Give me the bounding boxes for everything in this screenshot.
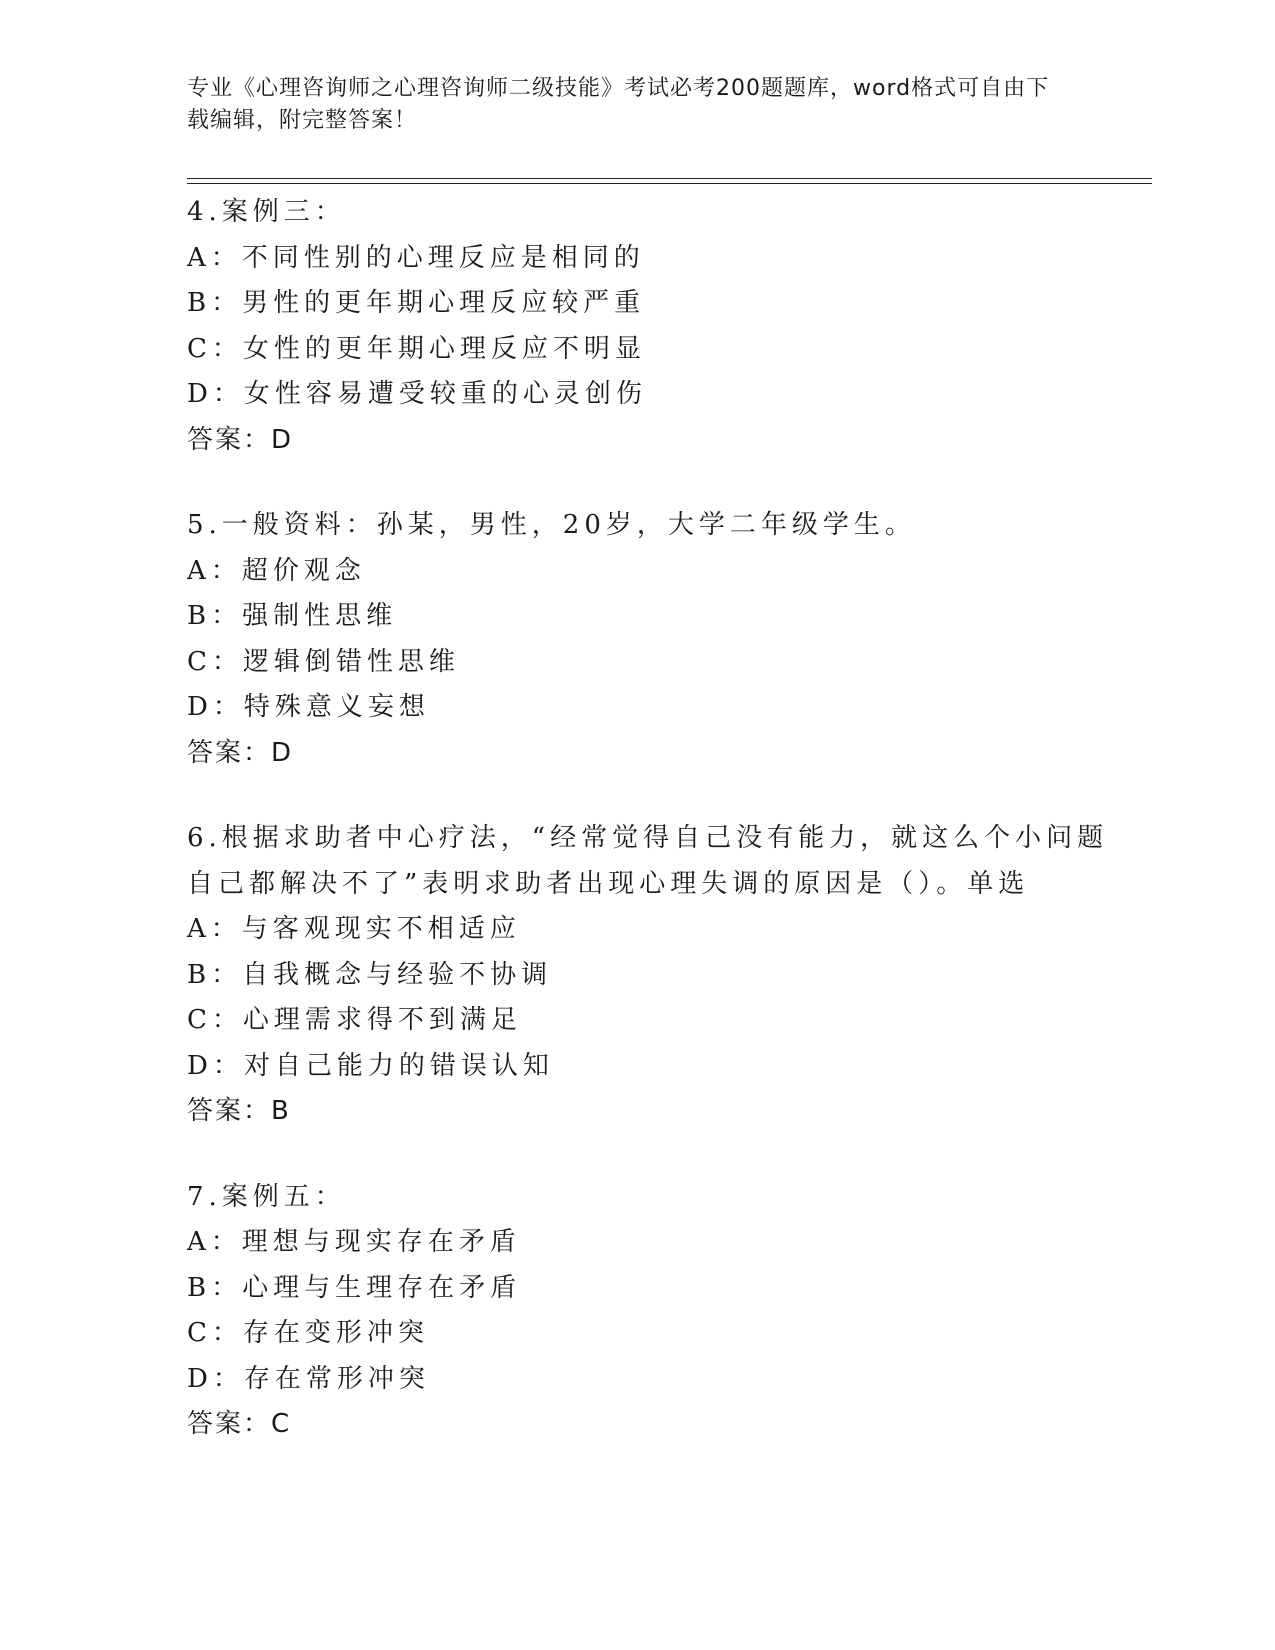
option-b: B：男性的更年期心理反应较严重 (187, 288, 646, 318)
answer-label: 答案：D (187, 424, 294, 455)
question-7 (187, 1175, 1087, 1448)
option-d: D：特殊意义妄想 (187, 692, 430, 722)
answer-label: 答案：C (187, 1409, 292, 1439)
header-rule-bottom (187, 183, 1152, 184)
option-b: B：心理与生理存在矛盾 (187, 1272, 522, 1303)
header-title: 专业《心理咨询师之心理咨询师二级技能》考试必考200题题库，word格式可自由下载编辑，附完整答案！ (187, 76, 1050, 133)
question-stem-line-1: 6.根据求助者中心疗法，“经常觉得自己没有能力，就这么个小问题 (187, 823, 1109, 853)
option-b: B：自我概念与经验不协调 (187, 959, 553, 990)
option-a: A：理想与现实存在矛盾 (187, 1227, 521, 1257)
option-c: C：逻辑倒错性思维 (187, 646, 460, 677)
question-5 (187, 503, 1087, 776)
document-header (187, 73, 1067, 137)
option-b: B：强制性思维 (187, 601, 398, 631)
option-c: C：存在变形冲突 (187, 1318, 429, 1348)
option-d: D：存在常形冲突 (187, 1363, 430, 1394)
question-list (187, 190, 1109, 1488)
question-4 (187, 190, 1087, 463)
question-stem: 4.案例三： (187, 197, 346, 227)
answer-label: 答案：B (187, 1096, 291, 1126)
option-a: A：与客观现实不相适应 (187, 914, 521, 944)
question-stem-line-2: 自己都解决不了”表明求助者出现心理失调的原因是（）。单选 (187, 868, 1030, 899)
question-stem: 5.一般资料：孙某，男性，20岁，大学二年级学生。 (187, 510, 916, 540)
answer-label: 答案：D (187, 737, 294, 768)
option-d: D：女性容易遭受较重的心灵创伤 (187, 379, 647, 409)
header-rule-top (187, 178, 1152, 179)
option-a: A：不同性别的心理反应是相同的 (187, 242, 645, 273)
question-6 (187, 816, 1109, 1135)
option-c: C：女性的更年期心理反应不明显 (187, 333, 646, 364)
option-c: C：心理需求得不到满足 (187, 1005, 522, 1035)
option-a: A：超价观念 (187, 555, 366, 586)
question-stem: 7.案例五： (187, 1181, 346, 1212)
option-d: D：对自己能力的错误认知 (187, 1050, 554, 1081)
